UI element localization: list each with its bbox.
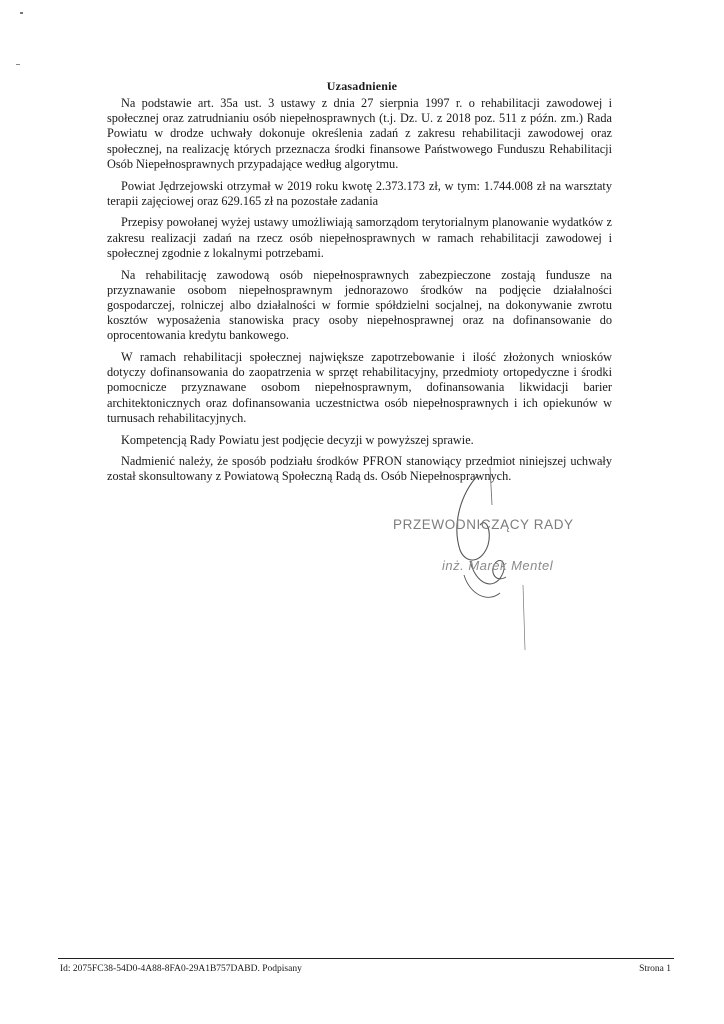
paragraph-legal-basis: Na podstawie art. 35a ust. 3 ustawy z dnia 27 sierpnia 1997 r. o rehabilitacji zawodowej i społecznej oraz zatrudnianiu osób niepełnosprawnych (t.j. Dz. U. z 2018 poz. 511 z późn. zm.) Rada Powiatu w drodze uchwały dokonuje określenia zadań z zakresu rehabilitacji zawodowej oraz społecznej, na realizację których przeznacza środki finansowe Państwowego Funduszu Rehabilitacji Osób Niepełnosprawnych przypadające według algorytmu. xyxy=(107,96,612,171)
footer-divider xyxy=(58,958,674,959)
document-title: Uzasadnienie xyxy=(326,79,398,93)
paragraph-social-rehab: W ramach rehabilitacji społecznej największe zapotrzebowanie i ilość złożonych wniosków dotyczy dofinansowania do zaopatrzenia w sprzęt rehabilitacyjny, przedmioty ortopedyczne i środki pomocnicze przyznawane osobom niepełnosprawnym, dofinansowania likwidacji barier architektonicznych oraz dofinansowania uczestnictwa osób niepełnosprawnych i ich opiekunów w turnusach rehabilitacyjnych. xyxy=(107,350,612,425)
chairman-stamp-title: PRZEWODNICZĄCY RADY xyxy=(393,517,574,532)
chairman-stamp-name: inż. Marek Mentel xyxy=(442,558,554,573)
paragraph-consultation: Nadmienić należy, że sposób podziału środków PFRON stanowiący przedmiot niniejszej uchwały został skonsultowany z Powiatową Społeczną Radą ds. Osób Niepełnosprawnych. xyxy=(107,454,612,484)
paragraph-competence: Kompetencją Rady Powiatu jest podjęcie decyzji w powyższej sprawie. xyxy=(121,432,474,447)
paragraph-planning: Przepisy powołanej wyżej ustawy umożliwiają samorządom terytorialnym planowanie wydatków z zakresu realizacji zadań na rzecz osób niepełnosprawnych w ramach rehabilitacji zawodowej i społecznej zgodnie z lokalnymi potrzebami. xyxy=(107,215,612,260)
document-body xyxy=(107,96,612,491)
paragraph-vocational-rehab: Na rehabilitację zawodową osób niepełnosprawnych zabezpieczone zostają fundusze na przyznawanie osobom niepełnosprawnym jednorazowo środków na podjęcie działalności gospodarczej, rolniczej albo działalności w formie spółdzielni socjalnej, na dokonywanie zwrotu kosztów wyposażenia stanowiska pracy osoby niepełnosprawnej oraz na dofinansowanie do oprocentowania kredytu bankowego. xyxy=(107,267,612,343)
scan-speck xyxy=(16,64,20,65)
footer-page-number: Strona 1 xyxy=(639,964,671,974)
scan-speck xyxy=(20,12,23,14)
paragraph-funds-received: Powiat Jędrzejowski otrzymał w 2019 roku kwotę 2.373.173 zł, w tym: 1.744.008 zł na warsztaty terapii zajęciowej oraz 629.165 zł na pozostałe zadania xyxy=(107,178,612,208)
footer-document-id: Id: 2075FC38-54D0-4A88-8FA0-29A1B757DABD. Podpisany xyxy=(60,964,302,974)
